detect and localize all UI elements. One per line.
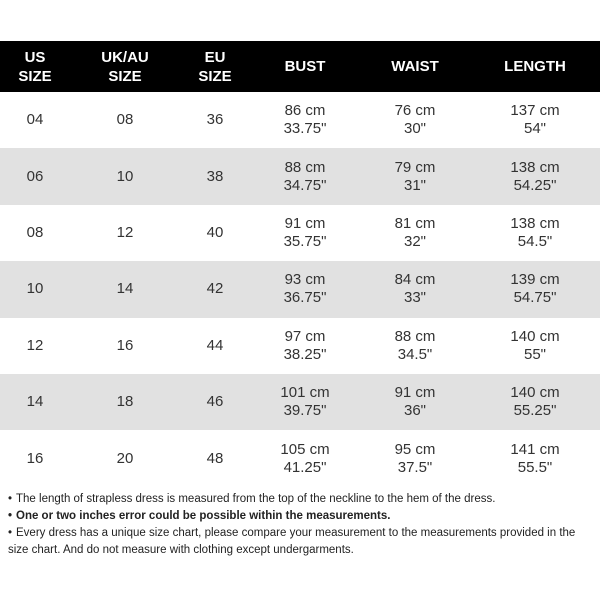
cell-value: 36.75" — [283, 289, 327, 307]
table-header-row — [0, 41, 600, 92]
cell-value: 140 cm — [510, 327, 560, 345]
cell-value: 14 — [26, 393, 44, 411]
table-row — [0, 148, 600, 204]
waist-cell — [360, 430, 470, 486]
header-bust — [250, 41, 360, 92]
length-cell — [470, 374, 600, 430]
cell-value: 38.25" — [283, 345, 327, 363]
cell-value: 30" — [403, 120, 426, 138]
cell-value: 16 — [116, 336, 134, 354]
cell-value: 31" — [403, 176, 426, 194]
table-body — [0, 92, 600, 487]
header-waist — [360, 41, 470, 92]
header-line: SIZE — [18, 67, 52, 85]
table-row — [0, 430, 600, 486]
cell-value: 55.5" — [517, 458, 553, 476]
us-size-cell — [0, 318, 70, 374]
cell-value: 93 cm — [284, 271, 326, 289]
bust-cell — [250, 205, 360, 261]
length-cell — [470, 430, 600, 486]
cell-value: 36" — [403, 402, 426, 420]
bust-cell — [250, 92, 360, 148]
note-item — [8, 525, 594, 559]
cell-value: 06 — [26, 167, 44, 185]
cell-value: 54.75" — [513, 289, 557, 307]
cell-value: 101 cm — [280, 384, 330, 402]
header-us-size — [0, 41, 70, 92]
header-line: US — [24, 48, 46, 66]
cell-value: 08 — [26, 223, 44, 241]
note-item — [8, 508, 594, 525]
cell-value: 138 cm — [510, 214, 560, 232]
bust-cell — [250, 261, 360, 317]
cell-value: 54" — [523, 120, 546, 138]
length-cell — [470, 205, 600, 261]
cell-value: 81 cm — [394, 214, 436, 232]
cell-value: 16 — [26, 449, 44, 467]
cell-value: 12 — [116, 223, 134, 241]
cell-value: 95 cm — [394, 440, 436, 458]
uk-au-size-cell — [70, 205, 180, 261]
cell-value: 91 cm — [394, 384, 436, 402]
header-line: SIZE — [198, 67, 232, 85]
table-row — [0, 261, 600, 317]
cell-value: 18 — [116, 393, 134, 411]
eu-size-cell — [180, 92, 250, 148]
bullet-icon: • — [8, 493, 13, 505]
eu-size-cell — [180, 374, 250, 430]
length-cell — [470, 148, 600, 204]
us-size-cell — [0, 92, 70, 148]
cell-value: 32" — [403, 232, 426, 250]
header-line: WAIST — [391, 58, 439, 75]
cell-value: 35.75" — [283, 232, 327, 250]
cell-value: 54.25" — [513, 176, 557, 194]
cell-value: 04 — [26, 111, 44, 129]
cell-value: 97 cm — [284, 327, 326, 345]
cell-value: 84 cm — [394, 271, 436, 289]
cell-value: 34.75" — [283, 176, 327, 194]
bust-cell — [250, 148, 360, 204]
cell-value: 34.5" — [397, 345, 433, 363]
us-size-cell — [0, 430, 70, 486]
cell-value: 10 — [116, 167, 134, 185]
us-size-cell — [0, 148, 70, 204]
uk-au-size-cell — [70, 318, 180, 374]
length-cell — [470, 318, 600, 374]
cell-value: 36 — [206, 111, 224, 129]
uk-au-size-cell — [70, 374, 180, 430]
bullet-icon: • — [8, 510, 13, 522]
cell-value: 55" — [523, 345, 546, 363]
header-line: SIZE — [108, 67, 142, 85]
cell-value: 33" — [403, 289, 426, 307]
eu-size-cell — [180, 205, 250, 261]
waist-cell — [360, 148, 470, 204]
cell-value: 88 cm — [394, 327, 436, 345]
eu-size-cell — [180, 261, 250, 317]
header-line: BUST — [284, 58, 326, 75]
cell-value: 37.5" — [397, 458, 433, 476]
waist-cell — [360, 374, 470, 430]
bust-cell — [250, 430, 360, 486]
bust-cell — [250, 318, 360, 374]
cell-value: 12 — [26, 336, 44, 354]
cell-value: 39.75" — [283, 402, 327, 420]
cell-value: 44 — [206, 336, 224, 354]
cell-value: 14 — [116, 280, 134, 298]
cell-value: 88 cm — [284, 158, 326, 176]
waist-cell — [360, 318, 470, 374]
uk-au-size-cell — [70, 148, 180, 204]
header-line: EU — [204, 48, 226, 66]
table-row — [0, 92, 600, 148]
header-length — [470, 41, 600, 92]
uk-au-size-cell — [70, 430, 180, 486]
cell-value: 42 — [206, 280, 224, 298]
header-line: LENGTH — [504, 58, 566, 75]
measurement-notes — [8, 491, 594, 559]
cell-value: 140 cm — [510, 384, 560, 402]
cell-value: 48 — [206, 449, 224, 467]
eu-size-cell — [180, 318, 250, 374]
size-chart-table — [0, 41, 600, 487]
bust-cell — [250, 374, 360, 430]
header-line: UK/AU — [101, 48, 149, 66]
note-text: Every dress has a unique size chart, please compare your measurement to the measurements provided in the size chart. And do not measure with clothing except undergarments. — [8, 527, 576, 556]
table-row — [0, 374, 600, 430]
waist-cell — [360, 205, 470, 261]
header-uk-au-size — [70, 41, 180, 92]
cell-value: 08 — [116, 111, 134, 129]
uk-au-size-cell — [70, 261, 180, 317]
us-size-cell — [0, 261, 70, 317]
cell-value: 46 — [206, 393, 224, 411]
cell-value: 137 cm — [510, 102, 560, 120]
cell-value: 138 cm — [510, 158, 560, 176]
table-row — [0, 205, 600, 261]
uk-au-size-cell — [70, 92, 180, 148]
note-item — [8, 491, 594, 508]
cell-value: 33.75" — [283, 120, 327, 138]
eu-size-cell — [180, 148, 250, 204]
cell-value: 54.5" — [517, 232, 553, 250]
cell-value: 105 cm — [280, 440, 330, 458]
waist-cell — [360, 92, 470, 148]
cell-value: 20 — [116, 449, 134, 467]
table-row — [0, 318, 600, 374]
cell-value: 79 cm — [394, 158, 436, 176]
header-eu-size — [180, 41, 250, 92]
length-cell — [470, 261, 600, 317]
cell-value: 41.25" — [283, 458, 327, 476]
cell-value: 40 — [206, 223, 224, 241]
note-text: One or two inches error could be possible within the measurements. — [16, 510, 391, 522]
eu-size-cell — [180, 430, 250, 486]
cell-value: 141 cm — [510, 440, 560, 458]
cell-value: 38 — [206, 167, 224, 185]
note-text: The length of strapless dress is measured from the top of the neckline to the hem of the dress. — [16, 493, 496, 505]
cell-value: 86 cm — [284, 102, 326, 120]
waist-cell — [360, 261, 470, 317]
cell-value: 139 cm — [510, 271, 560, 289]
cell-value: 76 cm — [394, 102, 436, 120]
cell-value: 91 cm — [284, 214, 326, 232]
us-size-cell — [0, 374, 70, 430]
us-size-cell — [0, 205, 70, 261]
cell-value: 55.25" — [513, 402, 557, 420]
length-cell — [470, 92, 600, 148]
bullet-icon: • — [8, 527, 13, 539]
cell-value: 10 — [26, 280, 44, 298]
